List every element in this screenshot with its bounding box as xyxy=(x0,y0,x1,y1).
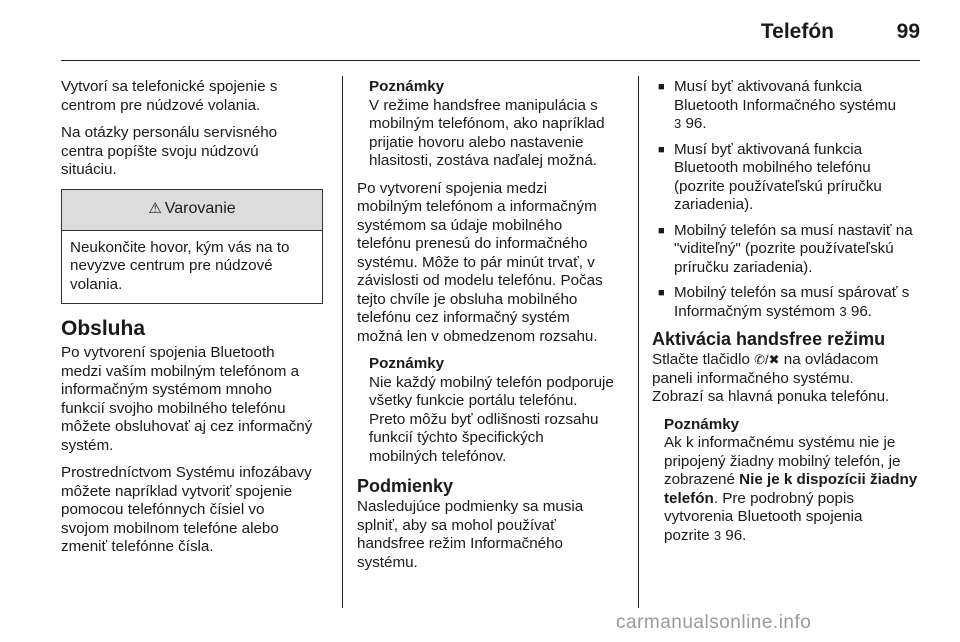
page-ref-icon: 3 xyxy=(713,527,722,543)
warning-body: Neukončite hovor, kým vás na to nevyzve centrum pre núdzové volania. xyxy=(70,238,290,293)
bullet-icon: ■ xyxy=(658,143,665,156)
warning-title: Varovanie xyxy=(164,200,236,218)
note-text: Ak k informačnému systému nie je pripojený žiadny mobilný telefón, je zobrazené xyxy=(664,434,901,488)
list-item xyxy=(652,222,927,278)
paragraph: Prostredníctvom Systému infozábavy môžete napríklad vytvoriť spojenie pomocou telefónnych čísiel vo svojom mobilnom telefóne alebo zmeniť telefónne čísla. xyxy=(61,464,312,555)
phone-icon: ✆/✖ xyxy=(754,352,780,367)
column-divider xyxy=(342,76,343,608)
note-body: Nie každý mobilný telefón podporuje všetky funkcie portálu telefónu. Preto môžu byť odlišnosti rozsahu funkcií týchto špecifických mobilných telefónov. xyxy=(369,373,614,465)
note-title: Poznámky xyxy=(369,355,445,372)
bullet-icon: ■ xyxy=(658,287,665,299)
page-ref[interactable]: 96. xyxy=(725,526,747,544)
paragraph-text: Stlačte tlačidlo xyxy=(652,351,755,368)
column-divider xyxy=(638,76,639,608)
column-1 xyxy=(61,78,331,566)
paragraph-text: na ovládacom paneli informačného systému. xyxy=(652,351,879,387)
paragraph: Vytvorí sa telefonické spojenie s centrom pre núdzové volania. xyxy=(61,78,278,114)
note-title: Poznámky xyxy=(369,78,445,95)
warning-header xyxy=(62,190,322,231)
watermark: carmanualsonline.info xyxy=(616,612,812,633)
note-text: . Pre podrobný popis vytvorenia Bluetooth spojenia pozrite xyxy=(664,489,863,544)
requirements-list xyxy=(652,78,927,321)
paragraph: Nasledujúce podmienky sa musia splniť, aby sa mohol používať handsfree režim Informačného systému. xyxy=(357,498,584,571)
page-ref[interactable]: 96. xyxy=(685,115,707,132)
bullet-icon: ■ xyxy=(658,224,665,237)
column-3 xyxy=(652,78,927,554)
note-body xyxy=(664,434,927,545)
page-ref-icon: 3 xyxy=(839,303,847,319)
page-title: Telefón xyxy=(760,20,834,43)
list-item xyxy=(652,141,927,215)
note-title: Poznámky xyxy=(664,415,740,433)
paragraph: Po vytvorení spojenia medzi mobilným telefónom a informačným systémom sa údaje mobilného telefónu prenesú do informačného systému. Môže to pár minút trvať, v závislosti od modelu telefónu. Počas tejto chvíle je obsluha mobilného telefónu cez informačný systém možná len v obmedzenom rozsahu. xyxy=(357,179,603,345)
note-box xyxy=(369,355,627,466)
warning-triangle-icon: ⚠ xyxy=(148,200,162,218)
page-header xyxy=(0,0,960,60)
list-item-text: Musí byť aktivovaná funkcia Bluetooth mobilného telefónu (pozrite používateľskú príručku zariadenia). xyxy=(674,140,882,213)
list-item-text: Mobilný telefón sa musí spárovať s Informačným systémom xyxy=(674,284,910,320)
bullet-icon: ■ xyxy=(658,81,665,93)
list-item-text: Mobilný telefón sa musí nastaviť na "viditeľný" (pozrite používateľskú príručku zariadenia). xyxy=(674,221,913,276)
section-heading: Obsluha xyxy=(61,317,146,340)
warning-box xyxy=(61,189,323,305)
note-emphasis: Nie je k dispozícii žiadny telefón xyxy=(664,471,918,507)
paragraph: Na otázky personálu servisného centra popíšte svoju núdzovú situáciu. xyxy=(61,124,278,178)
note-box xyxy=(369,78,627,171)
paragraph: Po vytvorení spojenia Bluetooth medzi vaším mobilným telefónom a informačným systémom mnoho funkcií svojho mobilného telefónu môžete obsluhovať aj cez informačný systém. xyxy=(61,344,313,454)
paragraph xyxy=(652,351,927,388)
page-number: 99 xyxy=(896,20,920,43)
section-heading: Aktivácia handsfree režimu xyxy=(652,329,886,349)
section-heading: Podmienky xyxy=(357,476,454,496)
list-item xyxy=(652,284,927,321)
header-rule xyxy=(61,60,920,61)
column-2 xyxy=(357,78,627,581)
page-ref[interactable]: 96. xyxy=(850,302,873,320)
list-item xyxy=(652,78,927,134)
note-box xyxy=(664,416,927,546)
page-ref-icon: 3 xyxy=(674,116,682,131)
note-body: V režime handsfree manipulácia s mobilným telefónom, ako napríklad prijatie hovoru alebo nastavenie hlasitosti, zostáva naďalej možná. xyxy=(369,96,605,169)
paragraph: Zobrazí sa hlavná ponuka telefónu. xyxy=(652,388,890,405)
list-item-text: Musí byť aktivovaná funkcia Bluetooth Informačného systému xyxy=(674,78,897,114)
